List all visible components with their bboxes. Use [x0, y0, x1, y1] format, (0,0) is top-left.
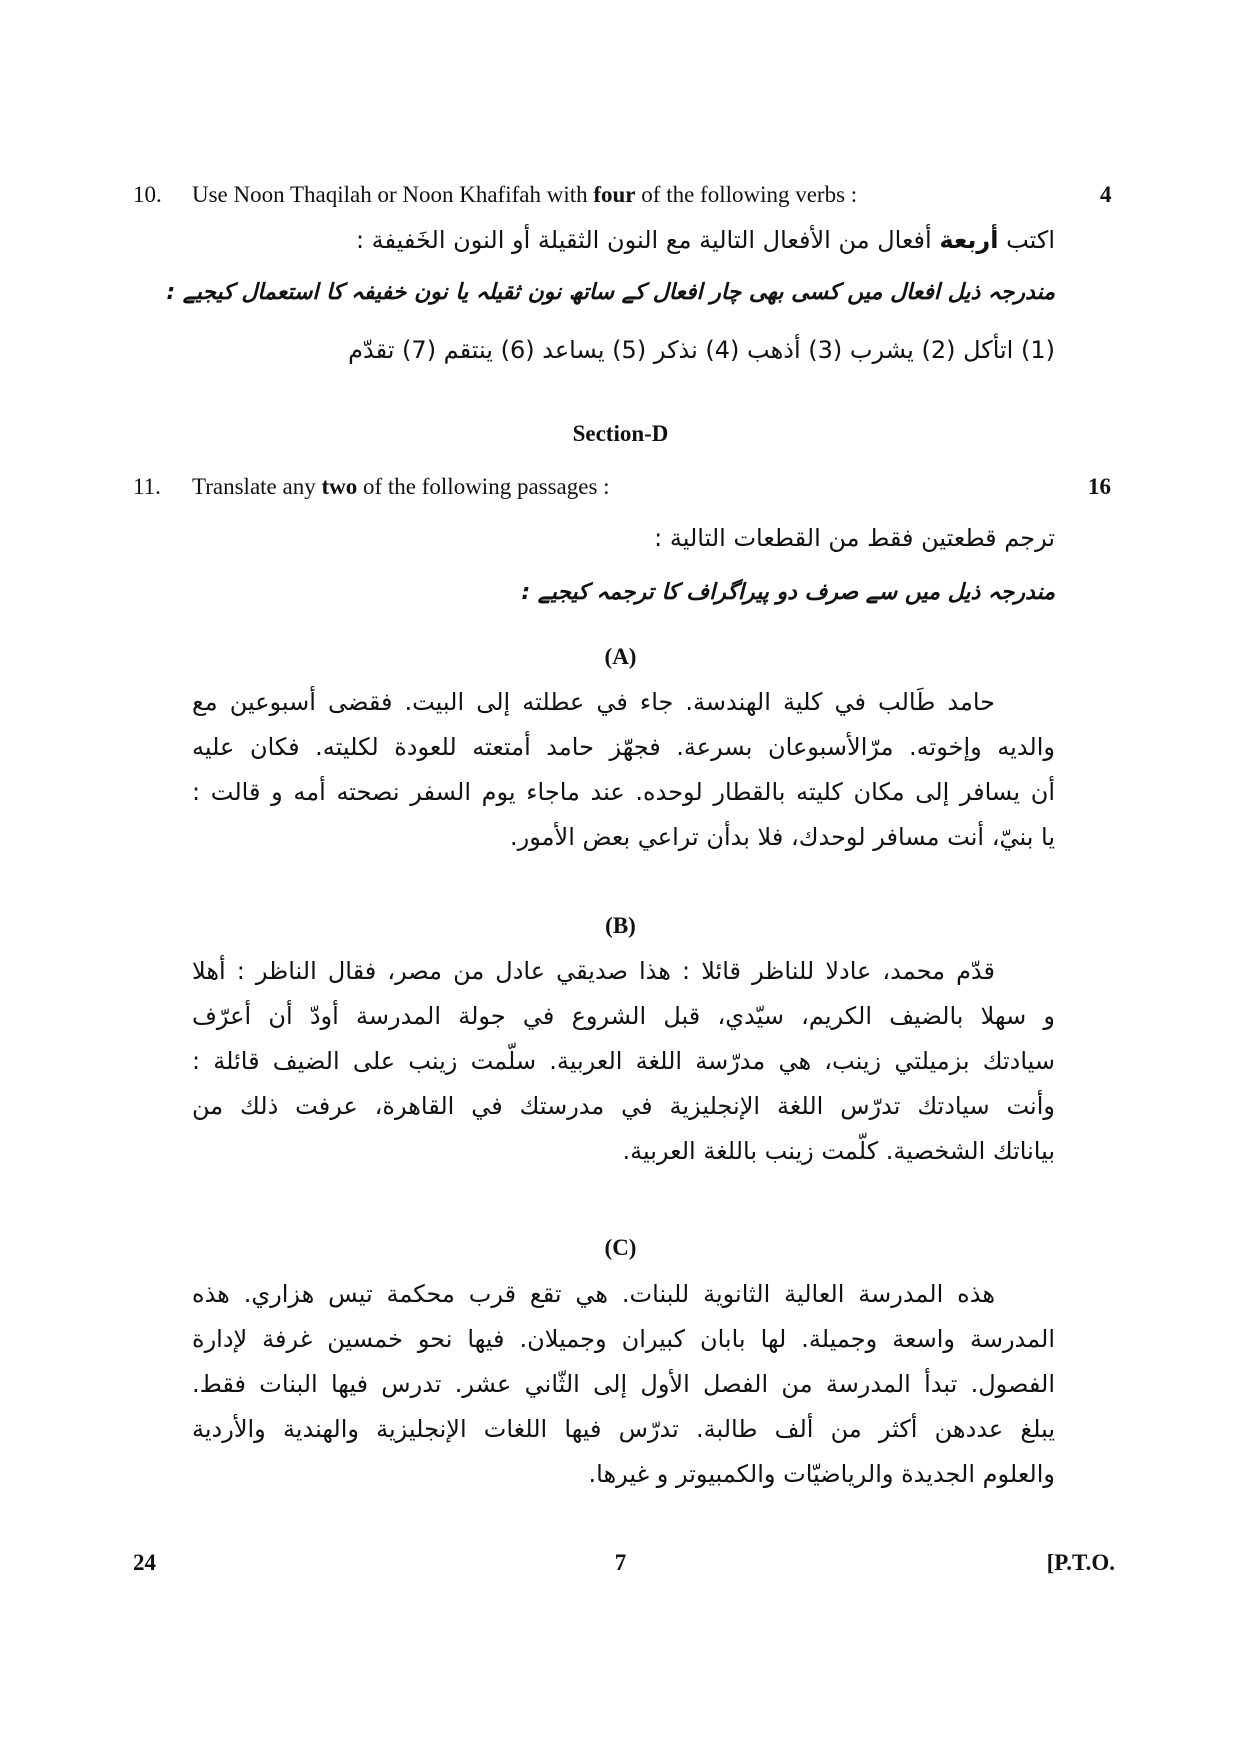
q10-text-pre: Use Noon Thaqilah or Noon Khafifah with: [192, 182, 594, 207]
passage-a-line: حامد طَالب في كلية الهندسة. جاء في عطلته إلى البيت. فقضى أسبوعين مع: [192, 688, 995, 716]
question-11-number: 11.: [133, 474, 161, 499]
passage-a-label: (A): [604, 644, 637, 669]
passage-b-line: بياناتك الشخصية. كلّمت زينب باللغة العربية.: [622, 1137, 1055, 1165]
passage-a-line: والديه وإخوته. مرّالأسبوعان بسرعة. فجهّز حامد أمتعته للعودة لكليته. فكان عليه: [192, 733, 1055, 761]
passage-c-line: الفصول. تبدأ المدرسة من الفصل الأول إلى الثّاني عشر. تدرس فيها البنات فقط.: [192, 1370, 1055, 1398]
section-title: Section-D: [572, 421, 669, 446]
passage-a-line: يا بنيّ، أنت مسافر لوحدك، فلا بدأن تراعي بعض الأمور.: [510, 823, 1055, 851]
q10-arabic-post: أفعال من الأفعال التالية مع النون الثقيلة أو النون الخَفيفة :: [355, 226, 940, 254]
q11-text-bold: two: [321, 474, 358, 499]
passage-c-line: المدرسة واسعة وجميلة. لها بابان كبيران وجميلان. فيها نحو خمسين غرفة لإدارة: [192, 1325, 1055, 1353]
q10-text-bold: four: [593, 182, 636, 207]
question-10-number: 10.: [133, 182, 162, 207]
passage-a-line: أن يسافر إلى مكان كليته بالقطار لوحده. عند ماجاء يوم السفر نصحته أمه و قالت :: [192, 778, 1055, 806]
question-10-verbs: (1) اتأكل (2) يشرب (3) أذهب (4) نذكر (5) يساعد (6) ينتقم (7) تقدّم: [348, 336, 1055, 364]
question-10-arabic: [356, 226, 1055, 254]
passage-b-label: (B): [605, 913, 636, 938]
passage-b-line: وأنت سيادتك تدرّس اللغة الإنجليزية في مدرستك في القاهرة، عرفت ذلك من: [192, 1092, 1055, 1120]
q10-arabic-pre: اكتب: [998, 226, 1055, 254]
q10-text-post: of the following verbs :: [635, 182, 858, 207]
q11-text-post: of the following passages :: [357, 474, 610, 499]
passage-b-line: قدّم محمد، عادلا للناظر قائلا : هذا صديقي عادل من مصر، فقال الناظر : أهلا: [192, 957, 995, 985]
question-10-urdu: مندرجہ ذیل افعال میں کسی بھی چار افعال کے ساتھ نون ثقیلہ یا نون خفیفہ کا استعمال کیجیے :: [166, 280, 1055, 305]
question-11-marks: 16: [1088, 474, 1111, 499]
passage-c-label: (C): [604, 1235, 637, 1260]
passage-b-line: سيادتك بزميلتي زينب، هي مدرّسة اللغة العربية. سلّمت زينب على الضيف قائلة :: [192, 1047, 1055, 1075]
passage-c-line: هذه المدرسة العالية الثانوية للبنات. هي تقع قرب محكمة تيس هزاري. هذه: [192, 1280, 995, 1308]
passage-c-line: والعلوم الجديدة والرياضيّات والكمبيوتر و غيرها.: [588, 1460, 1055, 1488]
q11-text-pre: Translate any: [192, 474, 322, 499]
footer-pto: [P.T.O.: [1046, 1550, 1115, 1575]
question-11-text: [192, 474, 610, 500]
footer-code: 24: [133, 1550, 156, 1575]
question-10-marks: 4: [1100, 182, 1112, 207]
q10-arabic-bold: أربعة: [939, 226, 999, 254]
page-number: 7: [614, 1550, 627, 1575]
passage-b-line: و سهلا بالضيف الكريم، سيّدي، قبل الشروع في جولة المدرسة أودّ أن أعرّف: [192, 1002, 1055, 1030]
question-11-urdu: مندرجہ ذیل میں سے صرف دو پیراگراف کا ترجمہ کیجیے :: [521, 580, 1055, 605]
question-11-arabic: ترجم قطعتين فقط من القطعات التالية :: [654, 524, 1055, 552]
question-10-text: [192, 182, 857, 208]
passage-c-line: يبلغ عددهن أكثر من ألف طالبة. تدرّس فيها اللغات الإنجليزية والهندية والأردية: [192, 1415, 1055, 1443]
